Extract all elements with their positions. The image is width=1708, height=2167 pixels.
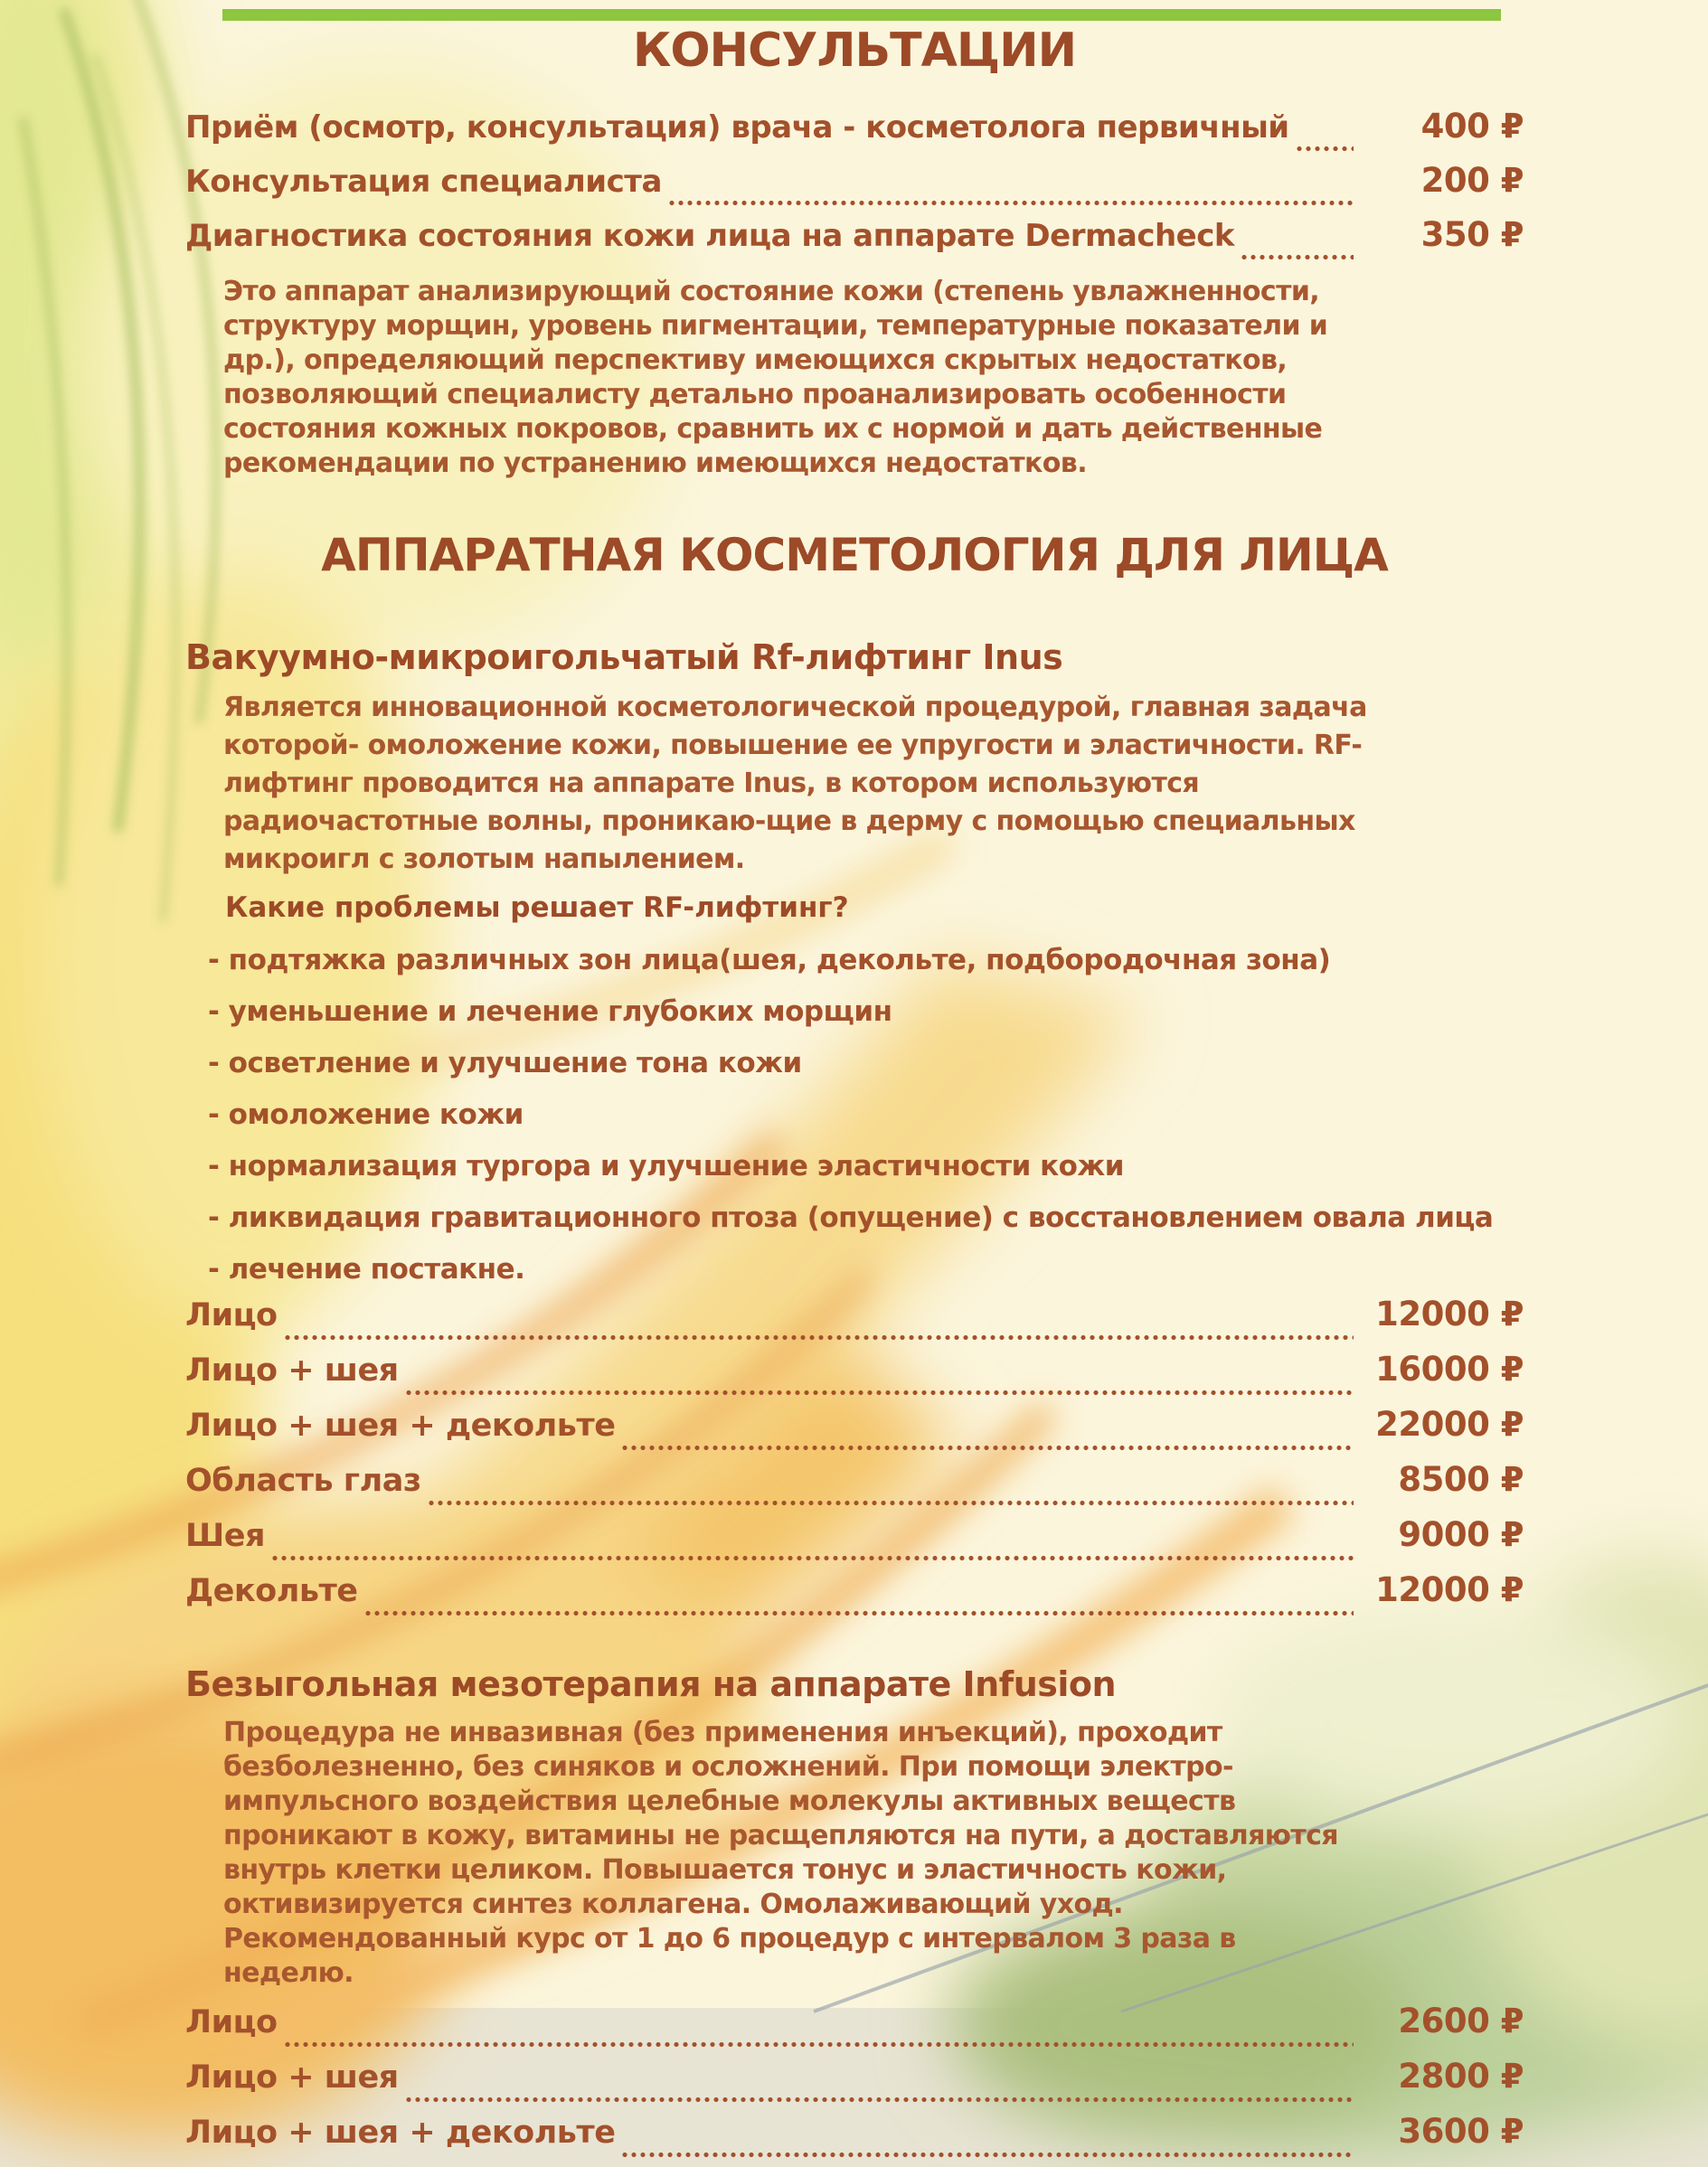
- service-price: 12000 ₽: [1375, 1570, 1524, 1609]
- price-row: [185, 1460, 1524, 1515]
- bullet-item: - лечение постакне.: [208, 1253, 525, 1286]
- consultations-rows: [185, 107, 1524, 269]
- bullet-item: - уменьшение и лечение глубоких морщин: [208, 995, 892, 1028]
- rf-price-rows: [185, 1295, 1524, 1625]
- service-price: 350 ₽: [1420, 215, 1524, 254]
- service-label: Шея: [185, 1518, 265, 1554]
- service-price: 8500 ₽: [1398, 1460, 1524, 1499]
- consultations-title: КОНСУЛЬТАЦИИ: [632, 24, 1077, 78]
- bullet-item: - осветление и улучшение тона кожи: [208, 1047, 802, 1079]
- dotted-leader: [1295, 145, 1354, 153]
- page-content: [185, 0, 1524, 2167]
- service-price: 200 ₽: [1420, 161, 1524, 200]
- price-row: [185, 107, 1524, 161]
- service-label: Приём (осмотр, консультация) врача - косметолога первичный: [185, 109, 1289, 146]
- infusion-heading: Безыгольная мезотерапия на аппарате Infusion: [185, 1664, 1117, 1704]
- price-row: [185, 2057, 1524, 2112]
- service-label: Лицо: [185, 1297, 278, 1333]
- bullet-item: - подтяжка различных зон лица(шея, декольте, подбородочная зона): [208, 944, 1331, 976]
- price-row: [185, 1350, 1524, 1405]
- dotted-leader: [620, 2151, 1354, 2159]
- dotted-leader: [283, 1333, 1354, 1342]
- infusion-description: Процедура не инвазивная (без применения инъекций), проходит безболезненно, без синяков и осложнений. При помощи электро-импульсного воздействия целебные молекулы активных веществ проникают в кожу, витамины не расщепляются на пути, а доставляются внутрь клетки целиком. Повышается тонус и эластичность кожи, октивизируется синтез коллагена. Омолаживающий уход. Рекомендованный курс от 1 до 6 процедур с интервалом 3 раза в неделю.: [223, 1717, 1338, 1989]
- rf-lifting-heading: Вакуумно-микроигольчатый Rf-лифтинг Inus: [185, 637, 1063, 677]
- dotted-leader: [283, 2040, 1354, 2049]
- service-label: Диагностика состояния кожи лица на аппарате Dermacheck: [185, 218, 1235, 254]
- rf-question-line: Какие проблемы решает RF-лифтинг?: [225, 891, 849, 924]
- service-price: 22000 ₽: [1375, 1405, 1524, 1444]
- service-price: 12000 ₽: [1375, 1295, 1524, 1333]
- dotted-leader: [363, 1609, 1354, 1617]
- service-label: Лицо + шея + декольте: [185, 1408, 616, 1444]
- service-price: 3600 ₽: [1398, 2112, 1524, 2151]
- dotted-leader: [404, 1389, 1354, 1397]
- dotted-leader: [270, 1554, 1354, 1562]
- price-row: [185, 215, 1524, 269]
- bullet-item: - нормализация тургора и улучшение эластичности кожи: [208, 1150, 1124, 1182]
- dermacheck-note: Это аппарат анализирующий состояние кожи (степень увлажненности, структуру морщин, уровень пигментации, температурные показатели и др.), определяющий перспективу имеющихся скрытых недостатков, позволяющий специалисту детально проанализировать особенности состояния кожных покровов, сравнить их с нормой и дать действенные рекомендации по устранению имеющихся недостатков.: [223, 276, 1328, 479]
- dotted-leader: [427, 1499, 1354, 1507]
- rf-benefits-list: [208, 942, 1524, 1287]
- price-row: [185, 2002, 1524, 2057]
- dotted-leader: [620, 1444, 1354, 1452]
- service-price: 9000 ₽: [1398, 1515, 1524, 1554]
- price-row: [185, 1570, 1524, 1625]
- service-price: 2800 ₽: [1398, 2057, 1524, 2096]
- dotted-leader: [404, 2096, 1354, 2104]
- service-label: Лицо: [185, 2004, 278, 2040]
- hardware-cosmetology-title: АППАРАТНАЯ КОСМЕТОЛОГИЯ ДЛЯ ЛИЦА: [321, 529, 1388, 581]
- infusion-price-rows: [185, 2002, 1524, 2167]
- service-label: Область глаз: [185, 1463, 421, 1499]
- service-label: Лицо + шея: [185, 2059, 399, 2096]
- dotted-leader: [1240, 253, 1354, 261]
- price-row: [185, 161, 1524, 215]
- bullet-item: - ликвидация гравитационного птоза (опущение) с восстановлением овала лица: [208, 1201, 1494, 1234]
- service-label: Лицо + шея: [185, 1352, 399, 1389]
- dotted-leader: [667, 199, 1354, 207]
- price-row: [185, 1295, 1524, 1350]
- service-label: Декольте: [185, 1573, 358, 1609]
- rf-lifting-description: Является инновационной косметологической процедурой, главная задача которой- омоложение кожи, повышение ее упругости и эластичности. RF-лифтинг проводится на аппарате Inus, в котором используются радиочастотные волны, проникаю-щие в дерму с помощью специальных микроигл с золотым напылением.: [223, 692, 1367, 875]
- service-label: Консультация специалиста: [185, 164, 662, 200]
- service-price: 16000 ₽: [1375, 1350, 1524, 1389]
- price-row: [185, 1405, 1524, 1460]
- service-label: Лицо + шея + декольте: [185, 2115, 616, 2151]
- service-price: 400 ₽: [1420, 107, 1524, 146]
- bullet-item: - омоложение кожи: [208, 1098, 524, 1131]
- service-price: 2600 ₽: [1398, 2002, 1524, 2040]
- price-row: [185, 2112, 1524, 2167]
- price-row: [185, 1515, 1524, 1570]
